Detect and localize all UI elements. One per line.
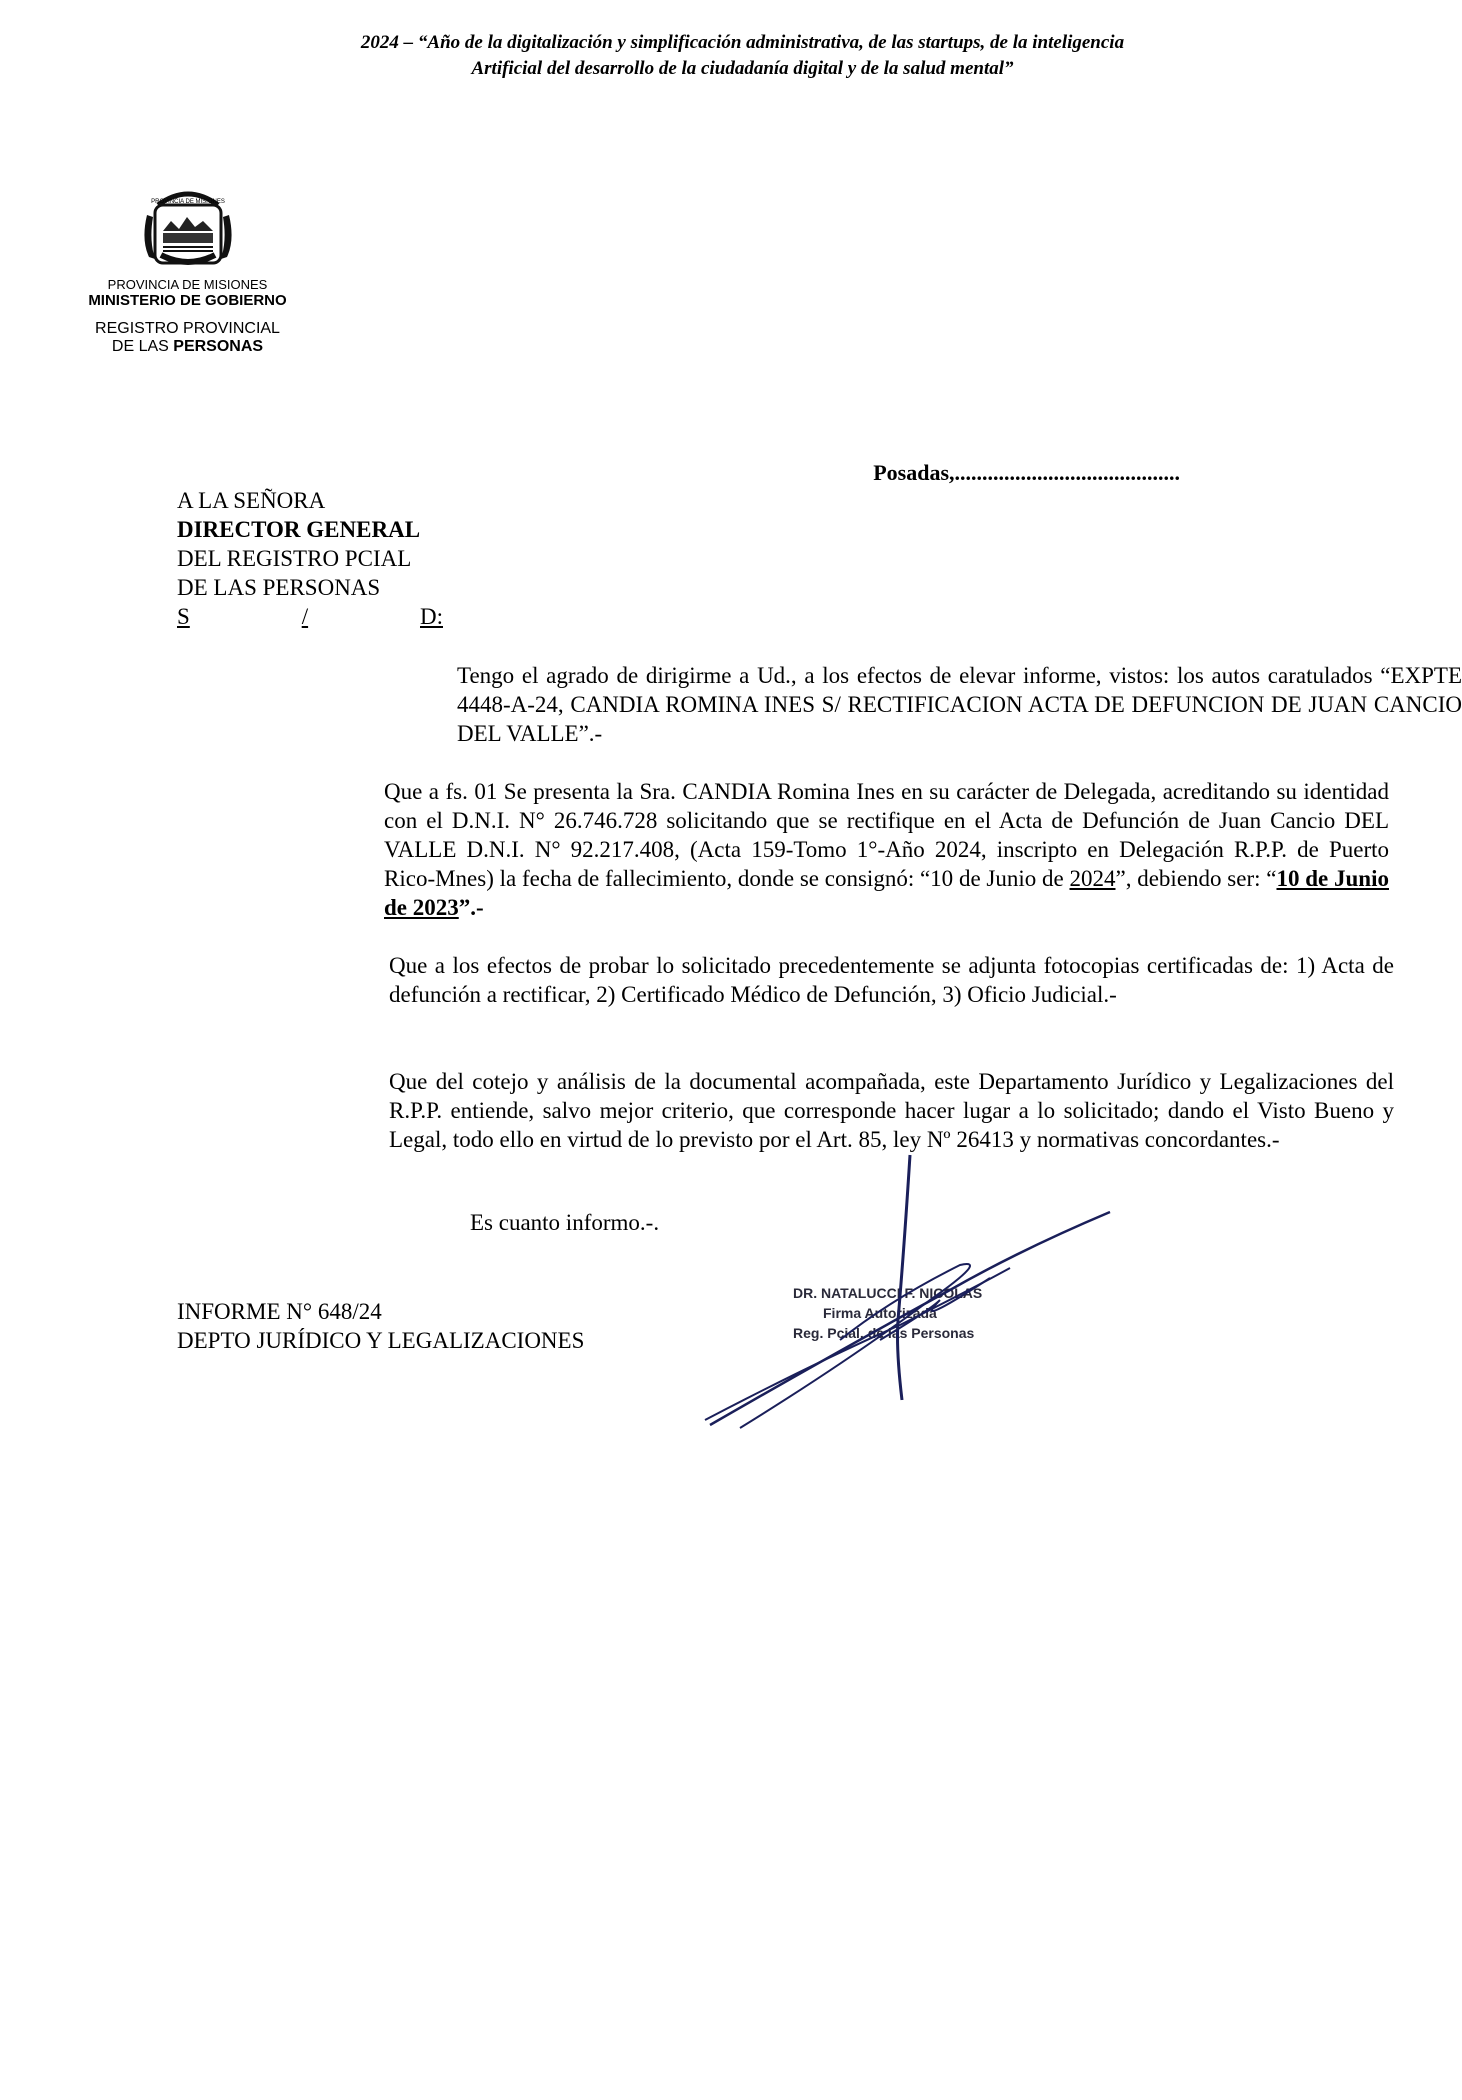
sd-d: D: xyxy=(420,604,443,629)
addressee-sd-line xyxy=(177,602,443,631)
paragraph-3: Que a los efectos de probar lo solicitado precedentemente se adjunta fotocopias certificadas de: 1) Acta de defunción a rectificar, 2) Certificado Médico de Defunción, 3) Oficio Judicial.- xyxy=(389,953,1394,1007)
addressee-line-1: A LA SEÑORA xyxy=(177,488,326,513)
stamp-office: Reg. Pcial. de las Personas xyxy=(793,1325,975,1341)
province-name: PROVINCIA DE MISIONES xyxy=(107,277,268,292)
paragraph-1: Tengo el agrado de dirigirme a Ud., a los efectos de elevar informe, vistos: los autos caratulados “EXPTE 4448-A-24, CANDIA ROMINA INES S/ RECTIFICACION ACTA DE DEFUNCION DE JUAN CANCIO DEL VALLE”.- xyxy=(457,663,1462,746)
addressee-block xyxy=(177,486,443,631)
paragraph-2-year: 2024 xyxy=(1069,866,1116,891)
motto-line-2: Artificial del desarrollo de la ciudadanía digital y de la salud mental” xyxy=(471,58,1014,79)
stamp-role: Firma Autorizada xyxy=(823,1305,937,1321)
sd-s: S xyxy=(177,604,190,629)
registry-subname-a: DE LAS xyxy=(111,338,169,355)
handwritten-signature xyxy=(690,1150,1130,1450)
sd-slash: / xyxy=(301,604,309,629)
report-footer xyxy=(177,1297,584,1355)
motto-line-1: 2024 – “Año de la digitalización y simplificación administrativa, de las startups, de la inteligencia xyxy=(360,32,1125,53)
addressee-line-4: DE LAS PERSONAS xyxy=(177,575,381,600)
place-date: Posadas,......................................... xyxy=(873,460,1180,485)
ministry-name: MINISTERIO DE GOBIERNO xyxy=(88,292,287,309)
paragraph-4: Que del cotejo y análisis de la documental acompañada, este Departamento Jurídico y Legalizaciones del R.P.P. entiende, salvo mejor criterio, que corresponde hacer lugar a lo solicitado; dando el Visto Bueno y Legal, todo ello en virtud de lo previsto por el Art. 85, ley Nº 26413 y normativas concordantes.- xyxy=(389,1069,1394,1152)
paragraph-2-correct-date: 10 de Junio de 2023 xyxy=(384,866,1389,920)
document-motto-header xyxy=(300,30,1185,82)
stamp-name: DR. NATALUCCI F. NICOLAS xyxy=(793,1285,983,1301)
registry-subname xyxy=(70,338,305,356)
registry-name: REGISTRO PROVINCIAL xyxy=(95,320,280,337)
report-department: DEPTO JURÍDICO Y LEGALIZACIONES xyxy=(177,1328,585,1353)
paragraph-2-text-b: ”, debiendo ser: “ xyxy=(1115,866,1277,891)
addressee-line-2: DIRECTOR GENERAL xyxy=(177,517,421,542)
paragraph-2 xyxy=(177,777,1389,922)
seal-text: PROVINCIA DE MISIONES xyxy=(150,199,225,205)
paragraph-2-text: Que a fs. 01 Se presenta la Sra. CANDIA Romina Ines en su carácter de Delegada, acreditando su identidad con el D.N.I. N° 26.746.728 solicitando que se rectifique en el Acta de Defunción de Juan Cancio DEL VALLE D.N.I. N° 92.217.408, (Acta 159-Tomo 1°-Año 2024, inscripto en Delegación R.P.P. de Puerto Rico-Mnes) la fecha de fallecimiento, donde se consignó: “10 de Junio de xyxy=(384,779,1389,891)
registry-subname-b: PERSONAS xyxy=(173,338,264,355)
institution-logo-block xyxy=(70,185,305,356)
addressee-line-3: DEL REGISTRO PCIAL xyxy=(177,546,412,571)
paragraph-2-end: ”.- xyxy=(458,895,484,920)
report-number: INFORME N° 648/24 xyxy=(177,1299,382,1324)
provincial-seal-icon xyxy=(133,185,243,271)
closing-line: Es cuanto informo.-. xyxy=(470,1210,660,1235)
